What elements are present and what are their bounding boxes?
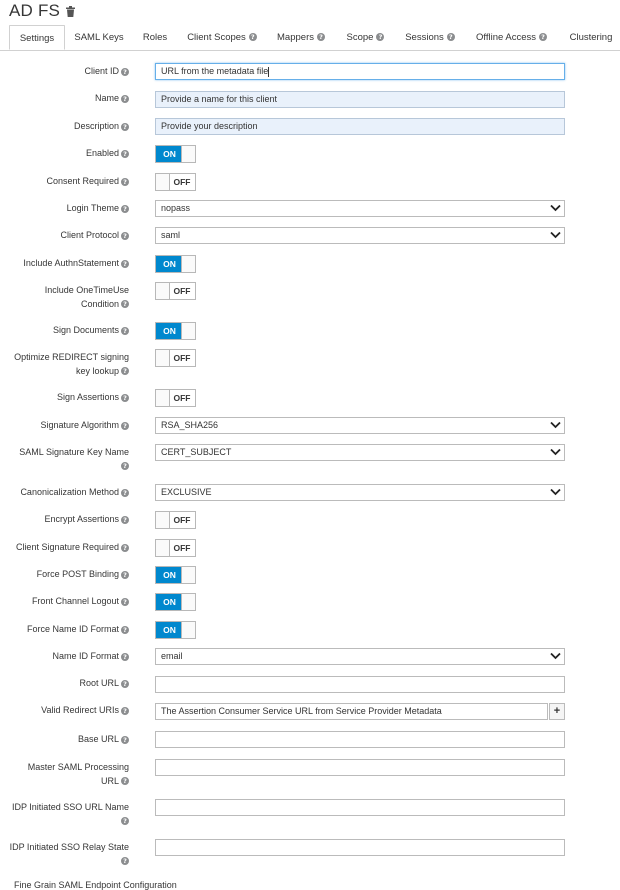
tab-saml-keys[interactable]	[71, 25, 127, 50]
force-name-id-toggle[interactable]: ON	[155, 621, 196, 639]
description-label: Description ?	[74, 120, 129, 134]
idp-relay-state-label: IDP Initiated SSO Relay State ?	[9, 842, 129, 866]
text-caret	[268, 67, 269, 77]
base-url-label: Base URL ?	[78, 733, 129, 747]
help-icon: ?	[121, 260, 129, 268]
force-name-id-label: Force Name ID Format ?	[27, 623, 129, 637]
enabled-toggle[interactable]: ON	[155, 145, 196, 163]
tab-label: Offline Access	[475, 32, 537, 43]
valid-redirect-label: Valid Redirect URIs ?	[41, 704, 129, 718]
help-icon: ?	[121, 626, 129, 634]
include-onetimeuse-toggle[interactable]: OFF	[155, 282, 196, 300]
tab-scope[interactable]	[343, 25, 388, 50]
help-icon: ?	[249, 33, 257, 41]
help-icon: ?	[121, 300, 129, 308]
tab-label: Scope	[346, 32, 374, 43]
plus-icon: +	[553, 705, 561, 717]
root-url-label: Root URL ?	[79, 677, 129, 691]
idp-sso-name-input[interactable]	[155, 799, 565, 816]
sign-documents-toggle[interactable]: ON	[155, 322, 196, 340]
help-icon: ?	[121, 777, 129, 785]
help-icon: ?	[447, 33, 455, 41]
optimize-redirect-label: Optimize REDIRECT signing key lookup ?	[14, 352, 129, 376]
help-icon: ?	[121, 68, 129, 76]
front-channel-toggle[interactable]: ON	[155, 593, 196, 611]
saml-sig-key-name-label: SAML Signature Key Name ?	[19, 447, 129, 471]
help-icon: ?	[121, 516, 129, 524]
login-theme-label: Login Theme ?	[67, 202, 129, 216]
encrypt-assertions-toggle[interactable]: OFF	[155, 511, 196, 529]
master-saml-input[interactable]	[155, 759, 565, 776]
saml-sig-key-name-select[interactable]: CERT_SUBJECT	[155, 444, 565, 461]
help-icon: ?	[121, 817, 129, 825]
idp-relay-state-input[interactable]	[155, 839, 565, 856]
tab-offline-access[interactable]	[473, 25, 550, 50]
idp-sso-name-label: IDP Initiated SSO URL Name ?	[11, 802, 129, 826]
name-id-format-label: Name ID Format ?	[52, 650, 129, 664]
tab-label: SAML Keys	[74, 32, 124, 43]
help-icon: ?	[121, 598, 129, 606]
name-label: Name ?	[95, 92, 129, 106]
name-id-format-select[interactable]: email	[155, 648, 565, 665]
help-icon: ?	[376, 33, 384, 41]
help-icon: ?	[121, 205, 129, 213]
add-redirect-uri-button[interactable]	[549, 703, 565, 720]
root-url-input[interactable]	[155, 676, 565, 693]
help-icon: ?	[121, 489, 129, 497]
optimize-redirect-toggle[interactable]: OFF	[155, 349, 196, 367]
signature-algorithm-label: Signature Algorithm ?	[40, 419, 129, 433]
master-saml-label: Master SAML Processing URL ?	[27, 762, 129, 786]
client-protocol-label: Client Protocol ?	[60, 229, 129, 243]
chevron-down-icon	[550, 652, 561, 660]
trash-icon[interactable]	[66, 6, 75, 17]
sign-assertions-toggle[interactable]: OFF	[155, 389, 196, 407]
help-icon: ?	[121, 680, 129, 688]
include-authn-label: Include AuthnStatement ?	[23, 257, 129, 271]
sign-documents-label: Sign Documents ?	[53, 324, 129, 338]
page-title: AD FS	[9, 1, 61, 20]
chevron-down-icon	[550, 448, 561, 456]
client-sig-required-label: Client Signature Required ?	[16, 541, 129, 555]
tab-bar	[0, 25, 620, 51]
name-input[interactable]: Provide a name for this client	[155, 91, 565, 108]
help-icon: ?	[121, 95, 129, 103]
tab-label: Roles	[142, 32, 168, 43]
force-post-toggle[interactable]: ON	[155, 566, 196, 584]
client-protocol-select[interactable]: saml	[155, 227, 565, 244]
help-icon: ?	[121, 367, 129, 375]
help-icon: ?	[121, 232, 129, 240]
encrypt-assertions-label: Encrypt Assertions ?	[44, 513, 129, 527]
help-icon: ?	[121, 736, 129, 744]
chevron-down-icon	[550, 231, 561, 239]
front-channel-label: Front Channel Logout ?	[32, 595, 129, 609]
tab-client-scopes[interactable]	[185, 25, 259, 50]
chevron-down-icon	[550, 204, 561, 212]
help-icon: ?	[121, 178, 129, 186]
help-icon: ?	[121, 462, 129, 470]
tab-sessions[interactable]	[402, 25, 458, 50]
enabled-label: Enabled ?	[86, 147, 129, 161]
tab-settings[interactable]	[9, 25, 65, 50]
help-icon: ?	[121, 422, 129, 430]
help-icon: ?	[121, 571, 129, 579]
tab-label: Sessions	[405, 32, 444, 43]
tab-roles[interactable]	[138, 25, 172, 50]
page-header	[9, 0, 75, 22]
tab-mappers[interactable]	[274, 25, 328, 50]
login-theme-select[interactable]: nopass	[155, 200, 565, 217]
include-onetimeuse-label: Include OneTimeUse Condition ?	[44, 285, 129, 309]
chevron-down-icon	[550, 421, 561, 429]
help-icon: ?	[121, 857, 129, 865]
help-icon: ?	[121, 327, 129, 335]
help-icon: ?	[121, 707, 129, 715]
fine-grain-section-header[interactable]: Fine Grain SAML Endpoint Configuration	[14, 880, 177, 890]
signature-algorithm-select[interactable]: RSA_SHA256	[155, 417, 565, 434]
help-icon: ?	[121, 394, 129, 402]
tab-label: Mappers	[277, 32, 314, 43]
chevron-down-icon	[550, 488, 561, 496]
force-post-label: Force POST Binding ?	[37, 568, 129, 582]
valid-redirect-input[interactable]: The Assertion Consumer Service URL from Service Provider Metadata	[155, 703, 548, 720]
sign-assertions-label: Sign Assertions ?	[57, 391, 129, 405]
canonicalization-label: Canonicalization Method ?	[20, 486, 129, 500]
help-icon: ?	[121, 544, 129, 552]
help-icon: ?	[121, 150, 129, 158]
description-input[interactable]: Provide your description	[155, 118, 565, 135]
tab-label: Client Scopes	[187, 32, 246, 43]
consent-required-label: Consent Required ?	[46, 175, 129, 189]
help-icon: ?	[121, 653, 129, 661]
help-icon: ?	[317, 33, 325, 41]
client-id-label: Client ID ?	[84, 65, 129, 79]
tab-label: Clustering	[569, 32, 613, 43]
include-authn-toggle[interactable]: ON	[155, 255, 196, 273]
consent-required-toggle[interactable]: OFF	[155, 173, 196, 191]
client-sig-required-toggle[interactable]: OFF	[155, 539, 196, 557]
base-url-input[interactable]	[155, 731, 565, 748]
help-icon: ?	[121, 123, 129, 131]
client-id-input[interactable]: URL from the metadata file	[155, 63, 565, 80]
tab-clustering[interactable]	[565, 25, 617, 50]
canonicalization-select[interactable]: EXCLUSIVE	[155, 484, 565, 501]
tab-label: Settings	[19, 33, 55, 44]
help-icon: ?	[539, 33, 547, 41]
